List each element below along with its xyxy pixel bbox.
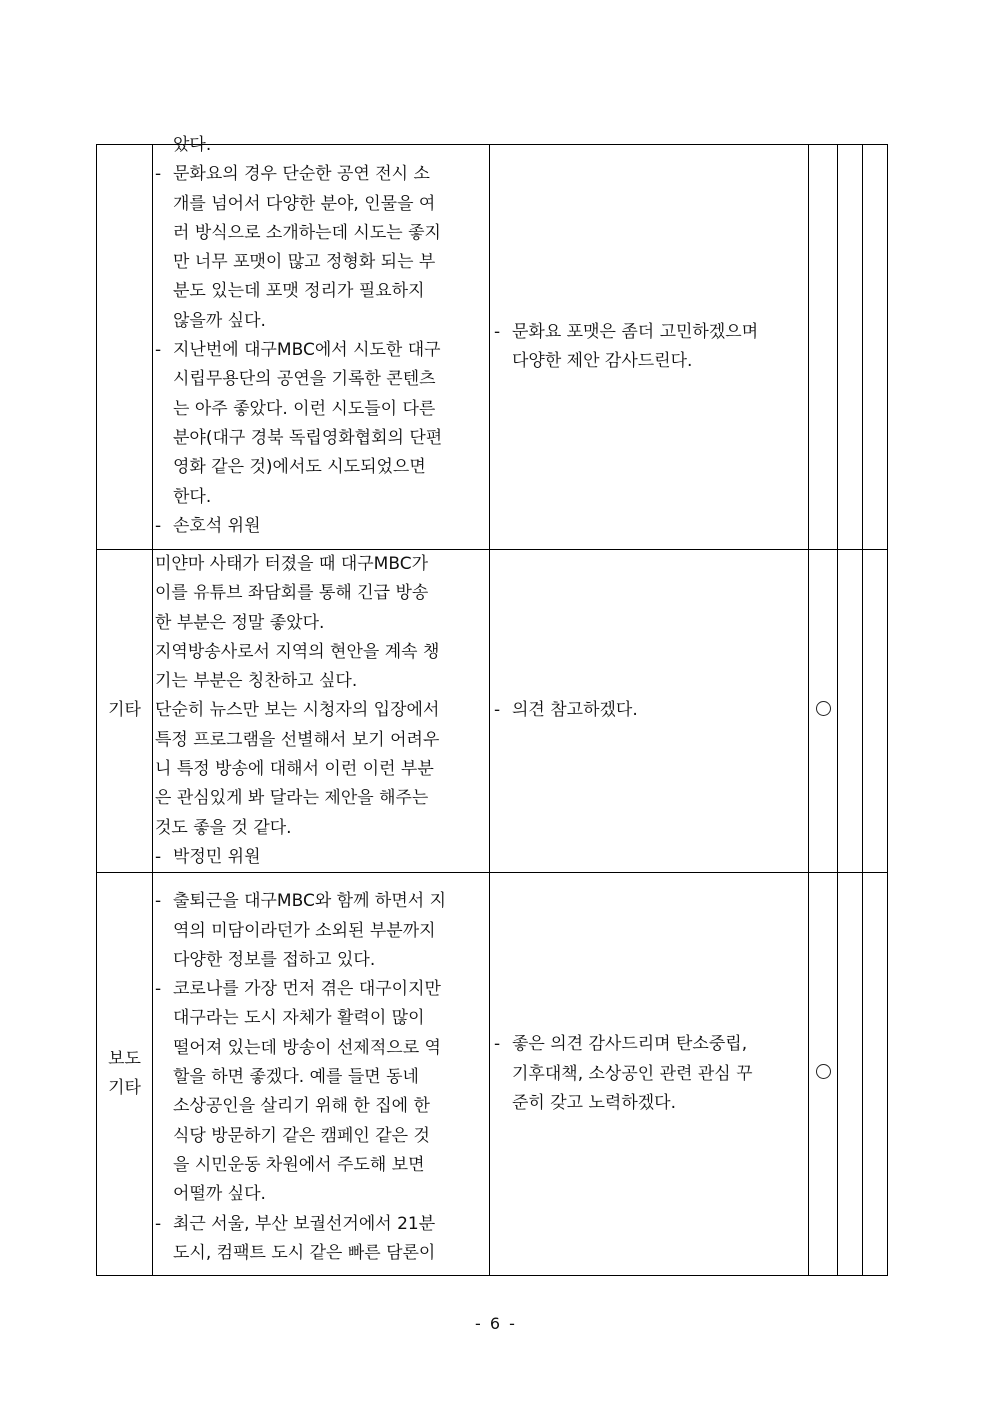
text-line: 지역방송사로서 지역의 현안을 계속 챙: [155, 641, 440, 662]
opinion-item: [153, 512, 489, 541]
empty-cell: [863, 873, 888, 1276]
reflect-mark-cell: [809, 145, 838, 550]
text-line: 대구라는 도시 자체가 활력이 많이: [173, 1008, 425, 1029]
empty-cell: [838, 550, 863, 873]
table-row: [97, 550, 888, 873]
text-line: 한 부분은 정말 좋았다.: [155, 612, 325, 633]
text-line: 분야(대구 경북 독립영화협회의 단편: [173, 427, 443, 448]
dash-bullet-icon: -: [494, 1034, 501, 1055]
text-line: 최근 서울, 부산 보궐선거에서 21분: [173, 1213, 436, 1234]
reflect-mark-cell: [809, 873, 838, 1276]
opinion-item: [153, 887, 489, 975]
text-line: 코로나를 가장 먼저 겪은 대구이지만: [173, 979, 441, 1000]
text-line: 않을까 싶다.: [173, 310, 266, 331]
empty-cell: [863, 550, 888, 873]
reply-item: [492, 696, 808, 725]
text-line: 다양한 정보를 접하고 있다.: [173, 949, 376, 970]
text-line: 시립무용단의 공연을 기록한 콘텐츠: [173, 369, 436, 390]
review-table: [96, 135, 888, 1276]
dash-bullet-icon: -: [155, 164, 162, 185]
text-line: 기는 부분은 칭찬하고 싶다.: [155, 671, 358, 692]
reply-cell: [490, 550, 809, 873]
text-line: 단순히 뉴스만 보는 시청자의 입장에서: [155, 700, 440, 721]
text-line: 한다.: [173, 486, 212, 507]
text-line: 문화요의 경우 단순한 공연 전시 소: [173, 164, 430, 185]
text-line: 이를 유튜브 좌담회를 통해 긴급 방송: [155, 583, 429, 604]
reply-cell: [490, 873, 809, 1276]
reply-line: 문화요 포맷은 좀더 고민하겠으며: [512, 321, 759, 342]
reply-line: 의견 참고하겠다.: [512, 700, 638, 721]
text-line: 은 관심있게 봐 달라는 제안을 해주는: [155, 788, 429, 809]
text-line: 지난번에 대구MBC에서 시도한 대구: [173, 340, 441, 361]
text-line: 식당 방문하기 같은 캠페인 같은 것: [173, 1125, 430, 1146]
category-cell: [97, 145, 153, 550]
opinion-item: [153, 975, 489, 1209]
category-cell: [97, 873, 153, 1276]
table-row: [97, 873, 888, 1276]
text-line: 분도 있는데 포맷 정리가 필요하지: [173, 281, 425, 302]
text-line: 특정 프로그램을 선별해서 보기 어려우: [155, 729, 440, 750]
text-line: 도시, 컴팩트 도시 같은 빠른 담론이: [173, 1242, 436, 1263]
table-row: [97, 145, 888, 550]
text-line: 러 방식으로 소개하는데 시도는 좋지: [173, 222, 441, 243]
reflect-mark-cell: [809, 550, 838, 873]
dash-bullet-icon: -: [155, 515, 162, 536]
opinion-item: [153, 843, 489, 872]
reply-cell: [490, 145, 809, 550]
text-line: 았다.: [173, 135, 212, 155]
text-line: 어떨까 싶다.: [173, 1184, 266, 1205]
empty-cell: [838, 873, 863, 1276]
reply-item: [492, 1030, 808, 1118]
category-label: 기타: [108, 700, 141, 721]
opinion-item: [153, 160, 489, 336]
opinion-cell: [153, 550, 490, 873]
circle-mark-icon: [816, 701, 831, 716]
dash-bullet-icon: -: [155, 891, 162, 912]
text-line: 만 너무 포맷이 많고 정형화 되는 부: [173, 252, 436, 273]
opinion-item: [153, 336, 489, 512]
dash-bullet-icon: -: [155, 846, 162, 867]
dash-bullet-icon: -: [494, 700, 501, 721]
opinion-paragraph: [153, 550, 489, 843]
dash-bullet-icon: -: [155, 979, 162, 1000]
dash-bullet-icon: -: [155, 1213, 162, 1234]
reply-line: 준히 갖고 노력하겠다.: [512, 1092, 677, 1113]
text-line: 개를 넘어서 다양한 분야, 인물을 여: [173, 193, 436, 214]
text-line: 영화 같은 것)에서도 시도되었으면: [173, 457, 426, 478]
category-cell: [97, 550, 153, 873]
dash-bullet-icon: -: [155, 340, 162, 361]
text-line: 박정민 위원: [173, 846, 261, 867]
text-line: 할을 하면 좋겠다. 예를 들면 동네: [173, 1067, 419, 1088]
category-label: 기타: [108, 1078, 141, 1099]
text-line: 니 특정 방송에 대해서 이런 이런 부분: [155, 759, 434, 780]
text-line: 는 아주 좋았다. 이런 시도들이 다른: [173, 398, 436, 419]
text-line: 떨어져 있는데 방송이 선제적으로 역: [173, 1037, 441, 1058]
opinion-cell: [153, 873, 490, 1276]
reply-line: 좋은 의견 감사드리며 탄소중립,: [512, 1034, 748, 1055]
text-line: 출퇴근을 대구MBC와 함께 하면서 지: [173, 891, 447, 912]
dash-bullet-icon: -: [494, 321, 501, 342]
text-line: 미얀마 사태가 터졌을 때 대구MBC가: [155, 554, 429, 574]
opinion-cell: [153, 135, 490, 550]
reply-item: [492, 318, 808, 377]
category-label: 보도: [108, 1048, 141, 1069]
reply-line: 기후대책, 소상공인 관련 관심 꾸: [512, 1063, 753, 1084]
opinion-continuation: [153, 131, 489, 160]
text-line: 역의 미담이라던가 소외된 부분까지: [173, 920, 436, 941]
circle-mark-icon: [816, 1064, 831, 1079]
empty-cell: [863, 145, 888, 550]
text-line: 것도 좋을 것 같다.: [155, 817, 292, 838]
text-line: 을 시민운동 차원에서 주도해 보면: [173, 1154, 425, 1175]
page-number: - 6 -: [475, 1314, 517, 1333]
text-line: 손호석 위원: [173, 515, 261, 536]
text-line: 소상공인을 살리기 위해 한 집에 한: [173, 1096, 430, 1117]
reply-line: 다양한 제안 감사드린다.: [512, 351, 693, 371]
empty-cell: [838, 145, 863, 550]
opinion-item: [153, 1210, 489, 1269]
